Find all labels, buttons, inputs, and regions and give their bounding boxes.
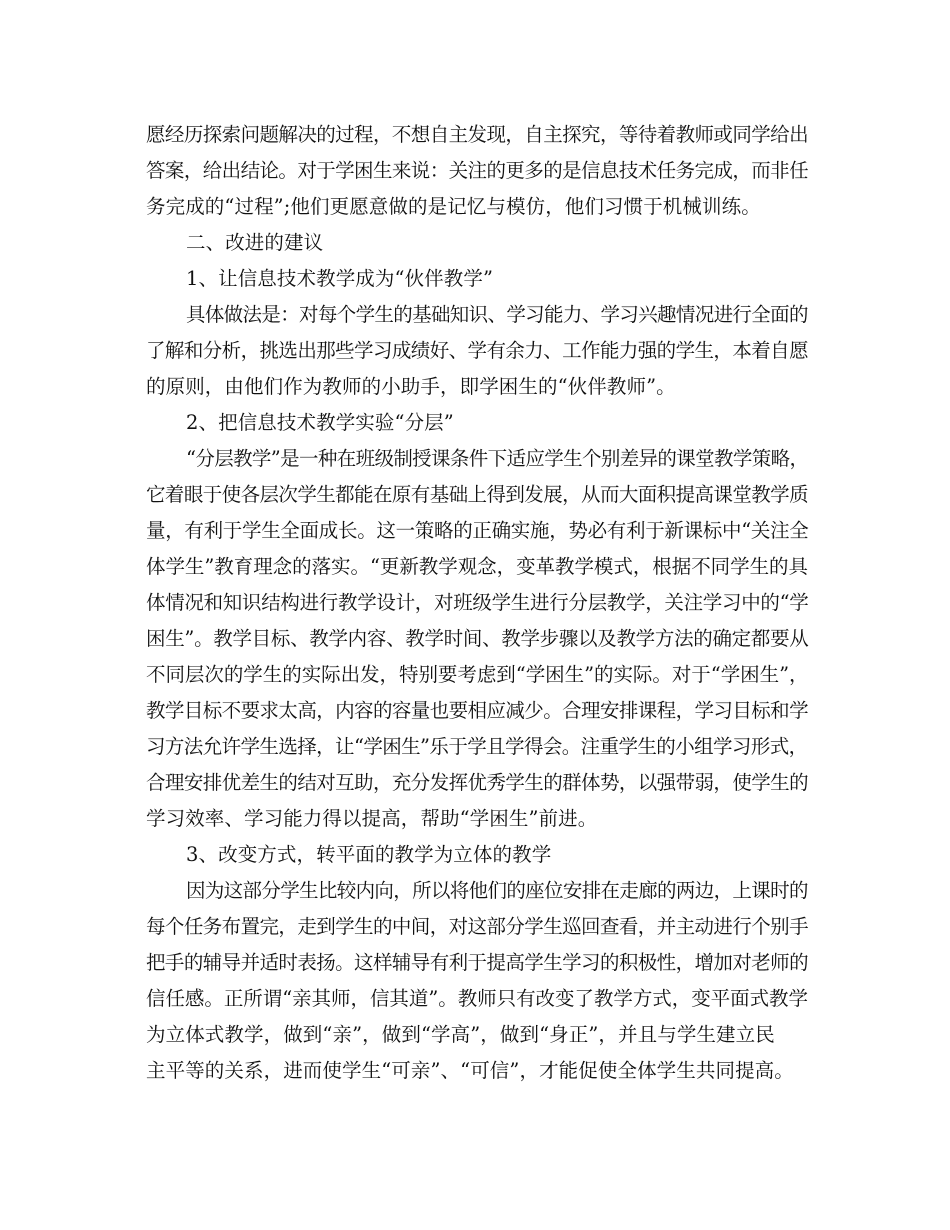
text-line: 信任感。正所谓“亲其师，信其道”。教师只有改变了教学方式，变平面式教学 bbox=[146, 987, 808, 1010]
text-line: 合理安排优差生的结对互助，充分发挥优秀学生的群体势，以强带弱，使学生的 bbox=[146, 771, 809, 794]
text-line: 2、把信息技术教学实验“分层” bbox=[186, 411, 454, 434]
text-line: 体学生”教育理念的落实。“更新教学观念，变革教学模式，根据不同学生的具 bbox=[146, 555, 808, 578]
text-line: 教学目标不要求太高，内容的容量也要相应减少。合理安排课程，学习目标和学 bbox=[146, 699, 809, 722]
text-line: 1、让信息技术教学成为“伙伴教学” bbox=[186, 267, 494, 290]
text-line: 具体做法是：对每个学生的基础知识、学习能力、学习兴趣情况进行全面的 bbox=[186, 303, 808, 326]
text-line: 它着眼于使各层次学生都能在原有基础上得到发展，从而大面积提高课堂教学质 bbox=[146, 483, 809, 506]
text-line: 习方法允许学生选择，让“学困生”乐于学且学得会。注重学生的小组学习形式， bbox=[146, 735, 808, 758]
text-line: 学习效率、学习能力得以提高，帮助“学困生”前进。 bbox=[146, 807, 598, 830]
text-line: 了解和分析，挑选出那些学习成绩好、学有余力、工作能力强的学生，本着自愿 bbox=[146, 339, 809, 362]
text-line: 主平等的关系，进而使学生“可亲”、“可信”，才能促使全体学生共同提高。 bbox=[146, 1059, 794, 1082]
text-line: 答案，给出结论。对于学困生来说：关注的更多的是信息技术任务完成，而非任 bbox=[146, 159, 809, 182]
text-line: 把手的辅导并适时表扬。这样辅导有利于提高学生学习的积极性，增加对老师的 bbox=[146, 951, 809, 974]
text-line: 体情况和知识结构进行教学设计，对班级学生进行分层教学，关注学习中的“学 bbox=[146, 591, 809, 614]
text-line: 为立体式教学，做到“亲”，做到“学高”，做到“身正”，并且与学生建立民 bbox=[146, 1023, 775, 1046]
text-line: 的原则，由他们作为教师的小助手，即学困生的“伙伴教师”。 bbox=[146, 375, 676, 398]
text-line: 愿经历探索问题解决的过程，不想自主发现，自主探究，等待着教师或同学给出 bbox=[146, 123, 809, 146]
text-line: 量，有利于学生全面成长。这一策略的正确实施，势必有利于新课标中“关注全 bbox=[146, 519, 809, 542]
text-line: 二、改进的建议 bbox=[186, 231, 324, 254]
text-line: 务完成的“过程”;他们更愿意做的是记忆与模仿，他们习惯于机械训练。 bbox=[146, 195, 761, 218]
text-line: 不同层次的学生的实际出发，特别要考虑到“学困生”的实际。对于“学困生”， bbox=[146, 663, 809, 686]
text-line: 每个任务布置完，走到学生的中间，对这部分学生巡回查看，并主动进行个别手 bbox=[146, 915, 809, 938]
text-line: 因为这部分学生比较内向，所以将他们的座位安排在走廊的两边，上课时的 bbox=[186, 879, 808, 902]
text-line: 3、改变方式，转平面的教学为立体的教学 bbox=[186, 843, 552, 866]
text-line: “分层教学”是一种在班级制授课条件下适应学生个别差异的课堂教学策略， bbox=[186, 447, 809, 470]
document-body bbox=[146, 117, 808, 1089]
text-line: 困生”。教学目标、教学内容、教学时间、教学步骤以及教学方法的确定都要从 bbox=[146, 627, 809, 650]
